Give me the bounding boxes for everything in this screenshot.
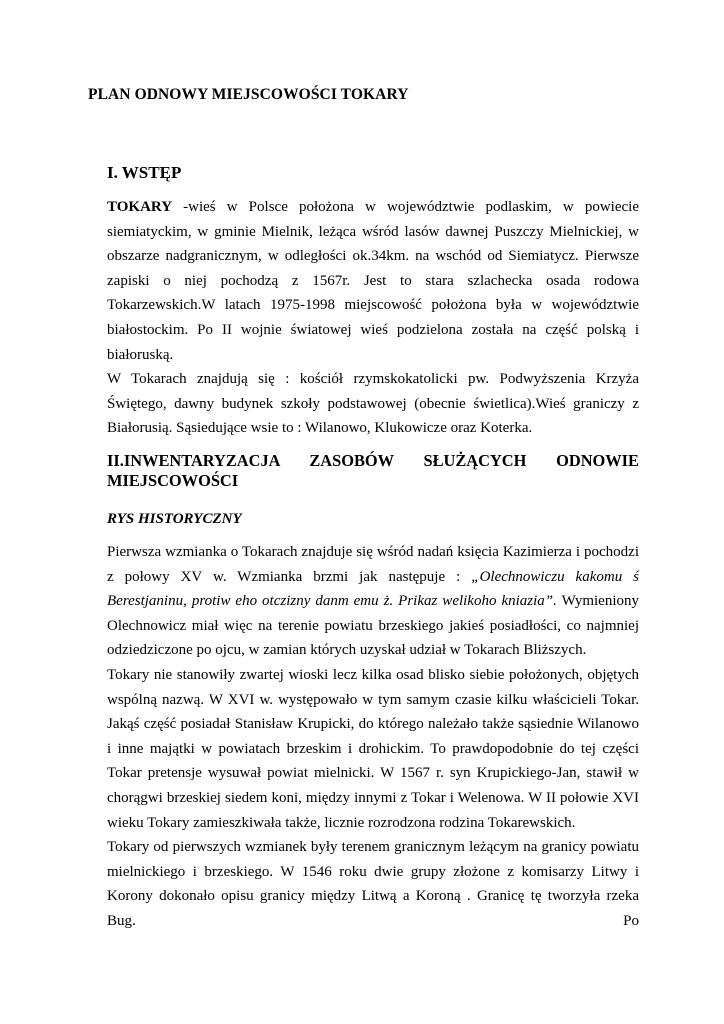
history-paragraph-2: Tokary nie stanowiły zwartej wioski lecz kilka osad blisko siebie położonych, objętych wspólną nazwą. W XVI w. występowało w tym samym czasie kilku właścicieli Tokar. Jakąś część posiadał Stanisław Krupicki, do którego należało także sąsiednie Wilanowo i inne majątki w powiatach brzeskim i drohickim. To prawdopodobnie do tej części Tokar pretensje wysuwał powiat mielnicki. W 1567 r. syn Krupickiego-Jan, stawił w chorągwi brzeskiej siedem koni, między innymi z Tokar i Welenowa. W II połowie XVI wieku Tokary zamieszkiwała także, licznie rozrodzona rodzina Tokarewskich. xyxy=(107,666,639,831)
introduction-body xyxy=(107,195,639,441)
introduction-paragraph-1-text: -wieś w Polsce położona w województwie podlaskim, w powiecie siemiatyckim, w gminie Mielnik, leżąca wśród lasów dawnej Puszczy Mielnickiej, w obszarze nadgranicznym, w odległości ok.34km. na wschód od Siemiatycz. Pierwsze zapiski o niej pochodzą z 1567r. Jest to stara szlachecka osada rodowa Tokarzewskich.W latach 1975-1998 miejscowość położona była w województwie białostockim. Po II wojnie światowej wieś podzielona została na część polską i białoruską. xyxy=(107,199,639,363)
introduction-paragraph-1 xyxy=(107,195,639,367)
history-paragraph-1 xyxy=(107,540,639,663)
section-heading-inventory-line2: MIEJSCOWOŚCI xyxy=(107,471,239,490)
historical-quote: „Olechnowiczu kakomu ś Berestjaninu, protiw eho otczizny danm emu ż. Prikaz welikoho kniazia”. xyxy=(107,568,640,610)
section-heading-introduction: I. WSTĘP xyxy=(107,163,182,182)
history-paragraph-3: Tokary od pierwszych wzmianek były terenem granicznym leżącym na granicy powiatu mielnickiego i brzeskiego. W 1546 roku dwie grupy złożone z komisarzy Litwy i Korony dokonało opisu granicy między Litwą a Koroną . Granicę tę tworzyła rzeka Bug. Po xyxy=(107,839,639,929)
history-paragraph-1-rest: Wymieniony Olechnowicz miał więc na terenie powiatu brzeskiego jakieś posiadłości, co najmniej odziedziczone po ojcu, w zamian których uzyskał udział w Tokarach Bliższych. xyxy=(107,593,639,659)
introduction-paragraph-2: W Tokarach znajdują się : kościół rzymskokatolicki pw. Podwyższenia Krzyża Świętego, dawny budynek szkoły podstawowej (obecnie świetlica).Wieś graniczy z Białorusią. Sąsiedujące wsie to : Wilanowo, Klukowicze oraz Koterka. xyxy=(107,371,639,437)
section-inventory xyxy=(107,451,639,491)
subsection-history xyxy=(107,511,639,528)
section-introduction xyxy=(107,163,639,183)
document-title: PLAN ODNOWY MIEJSCOWOŚCI TOKARY xyxy=(88,86,409,103)
history-body xyxy=(107,540,639,934)
history-paragraph-1-intro: Pierwsza wzmianka o Tokarach znajduje się wśród nadań księcia Kazimierza i pochodzi z połowy XV w. Wzmianka brzmi jak następuje : xyxy=(107,544,639,585)
subheading-history: RYS HISTORYCZNY xyxy=(107,511,242,527)
section-heading-inventory-line1: II.INWENTARYZACJA ZASOBÓW SŁUŻĄCYCH ODNOWIE xyxy=(107,451,639,470)
village-name-lead: TOKARY xyxy=(107,199,173,215)
